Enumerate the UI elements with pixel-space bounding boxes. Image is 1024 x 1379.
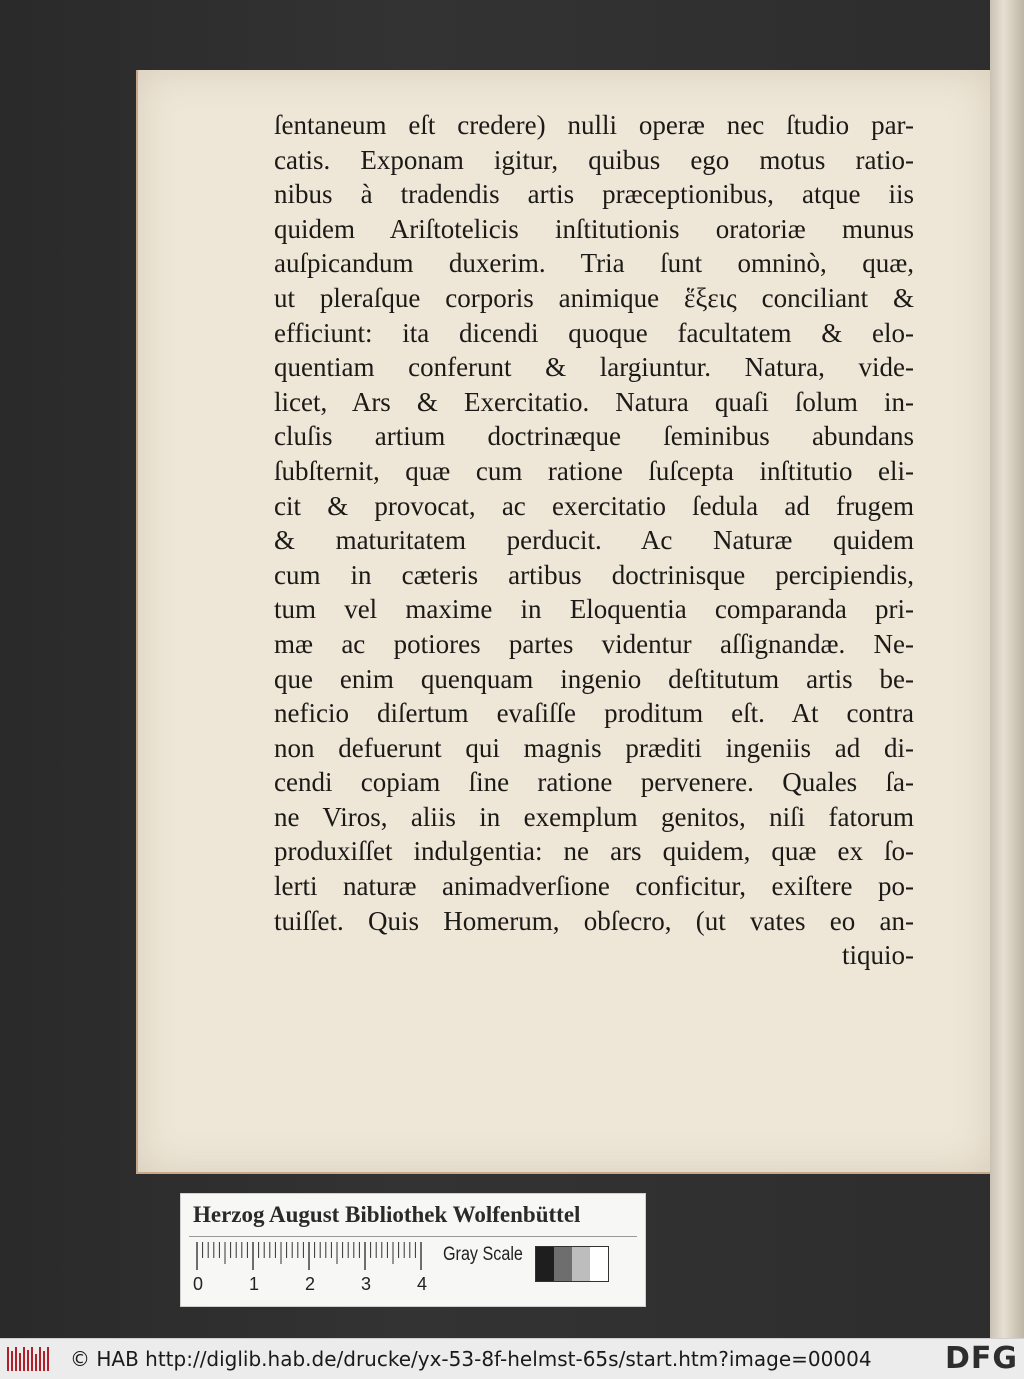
text-line: tum vel maxime in Eloquentia comparanda pri- <box>274 594 914 625</box>
text-line: neficio diſertum evaſiſſe proditum eſt. At contra <box>274 698 914 729</box>
text-line: cendi copiam ſine ratione pervenere. Quales ſa- <box>274 767 914 798</box>
ruler-numbers <box>193 1274 443 1300</box>
ruler-number: 4 <box>417 1274 428 1294</box>
text-line: ſubſternit, quæ cum ratione ſuſcepta inſtitutio eli- <box>274 455 914 486</box>
text-line: produxiſſet indulgentia: ne ars quidem, quæ ex ſo- <box>274 836 914 867</box>
book-page <box>136 70 990 1174</box>
text-line: cum in cæteris artibus doctrinisque percipiendis, <box>274 559 914 590</box>
text-line: lerti naturæ animadverſione conficitur, exiſtere po- <box>274 871 914 902</box>
hab-barcode-logo-icon <box>6 1345 50 1373</box>
text-line: que enim quenquam ingenio deſtitutum artis be- <box>274 663 914 694</box>
text-line: licet, Ars & Exercitatio. Natura quaſi ſolum in- <box>274 386 914 417</box>
text-line: tiquio- <box>842 940 914 971</box>
text-line: ut pleraſque corporis animique ἕξεις conciliant & <box>274 282 914 313</box>
text-line: cit & provocat, ac exercitatio ſedula ad frugem <box>274 490 914 521</box>
gray-swatch <box>554 1247 572 1281</box>
gray-swatch <box>590 1247 608 1281</box>
text-line: nibus à tradendis artis præceptionibus, atque iis <box>274 179 914 210</box>
scale-tab <box>180 1193 646 1307</box>
gray-scale-label: Gray Scale <box>443 1244 523 1265</box>
ruler-number: 0 <box>193 1274 204 1294</box>
tab-divider <box>189 1236 637 1237</box>
library-name: Herzog August Bibliothek Wolfenbüttel <box>193 1202 581 1227</box>
text-line: efficiunt: ita dicendi quoque facultatem & elo- <box>274 317 914 348</box>
text-line: tuiſſet. Quis Homerum, obſecro, (ut vates eo an- <box>274 905 914 936</box>
page-stack-edge <box>990 0 1024 1338</box>
text-line: cluſis artium doctrinæque ſeminibus abundans <box>274 421 914 452</box>
ruler-scale <box>195 1242 427 1272</box>
ruler-number: 1 <box>249 1274 260 1294</box>
text-line: non defuerunt qui magnis præditi ingeniis ad di- <box>274 732 914 763</box>
dfg-logo: DFG <box>939 1341 1018 1376</box>
text-line: mæ ac potiores partes videntur aſſignandæ. Ne- <box>274 628 914 659</box>
gray-swatch <box>572 1247 590 1281</box>
viewer-footer <box>0 1338 1024 1379</box>
page-text <box>274 108 914 973</box>
text-line: catis. Exponam igitur, quibus ego motus ratio- <box>274 144 914 175</box>
ruler-number: 2 <box>305 1274 316 1294</box>
text-line: auſpicandum duxerim. Tria ſunt omninò, quæ, <box>274 248 914 279</box>
gray-scale-bar <box>535 1246 609 1282</box>
gray-swatch <box>536 1247 554 1281</box>
copyright-link[interactable]: © HAB http://diglib.hab.de/drucke/yx-53-8f-helmst-65s/start.htm?image=00004 <box>70 1347 872 1371</box>
text-line: & maturitatem perducit. Ac Naturæ quidem <box>274 525 914 556</box>
text-line: ne Viros, aliis in exemplum genitos, niſi fatorum <box>274 801 914 832</box>
text-line: ſentaneum eſt credere) nulli operæ nec ſtudio par- <box>274 110 914 140</box>
text-line: quentiam conferunt & largiuntur. Natura, vide- <box>274 352 914 383</box>
text-line: quidem Ariſtotelicis inſtitutionis oratoriæ munus <box>274 213 914 244</box>
ruler-number: 3 <box>361 1274 372 1294</box>
